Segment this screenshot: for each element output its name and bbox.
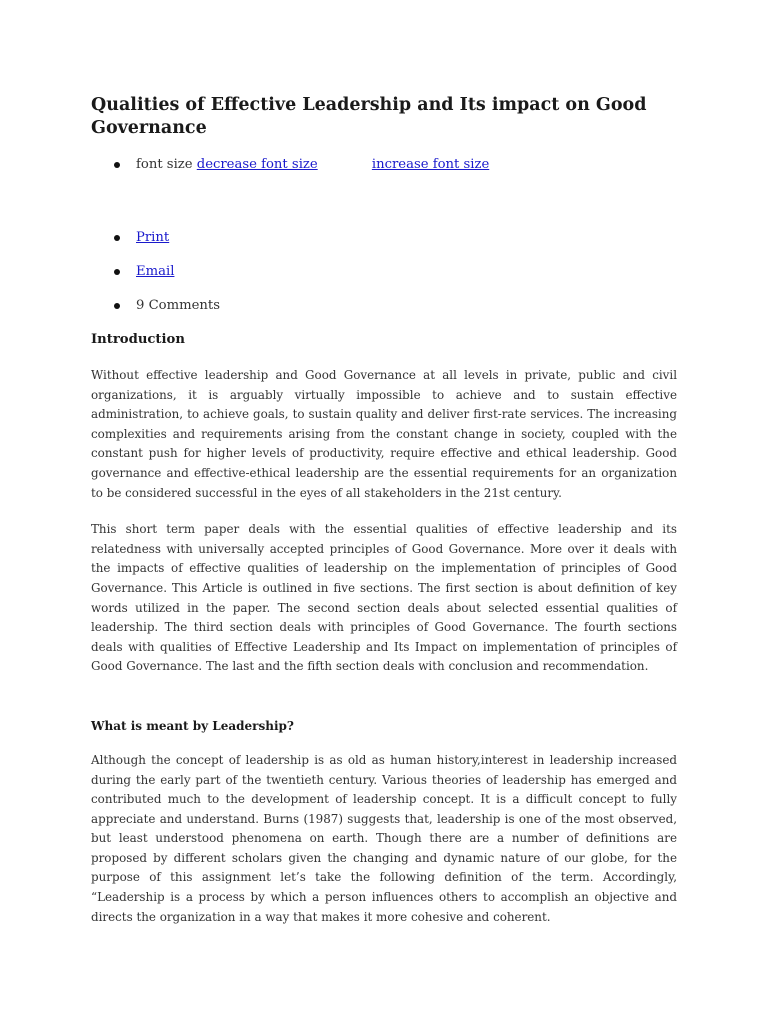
increase-font-size-link[interactable]: increase font size — [371, 157, 490, 172]
leadership-paragraph-1: Although the concept of leadership is as old as human history,interest in leadership increased during the early part of the twentieth century. Various theories of leadership has emerged and contributed much to the development of leadership concept. It is a difficult concept to fully appreciate and understand. Burns (1987) suggests that, leadership is one of the most observed, but least understood phenomena on earth. Though there are a number of definitions are proposed by different scholars given the changing and dynamic nature of our globe, for the purpose of this assignment let’s take the following definition of the term. Accordingly, “Leadership is a process by which a person influences others to accomplish an objective and directs the organization in a way that makes it more cohesive and coherent. — [91, 752, 677, 924]
leadership-heading: What is meant by Leadership? — [91, 718, 294, 733]
decrease-font-size-link[interactable]: decrease font size — [196, 157, 318, 172]
introduction-heading: Introduction — [91, 332, 185, 347]
print-item — [91, 229, 677, 247]
comments-count: 9 Comments — [91, 297, 677, 315]
font-size-item — [91, 156, 677, 174]
font-size-label: font size — [136, 157, 193, 172]
introduction-paragraph-1: Without effective leadership and Good Governance at all levels in private, public and civil organizations, it is arguably virtually impossible to achieve and to sustain effective administration, to achieve goals, to sustain quality and deliver first-rate services. The increasing complexities and requirements arising from the constant change in society, coupled with the constant push for higher levels of productivity, require effective and ethical leadership. Good governance and effective-ethical leadership are the essential requirements for an organization to be considered successful in the eyes of all stakeholders in the 21st century. — [91, 368, 677, 500]
article — [91, 94, 677, 927]
email-link[interactable]: Email — [136, 264, 175, 279]
print-link[interactable]: Print — [136, 230, 170, 245]
introduction-paragraph-2: This short term paper deals with the essential qualities of effective leadership and its relatedness with universally accepted principles of Good Governance. More over it deals with the impacts of effective qualities of leadership on the implementation of principles of Good Governance. This Article is outlined in five sections. The first section is about definition of key words utilized in the paper. The second section deals about selected essential qualities of leadership. The third section deals with principles of Good Governance. The fourth sections deals with qualities of Effective Leadership and Its Impact on implementation of principles of Good Governance. The last and the fifth section deals with conclusion and recommendation. — [91, 522, 677, 674]
article-tools — [91, 156, 677, 315]
article-title: Qualities of Effective Leadership and Its impact on Good Governance — [91, 95, 647, 138]
email-item — [91, 263, 677, 281]
